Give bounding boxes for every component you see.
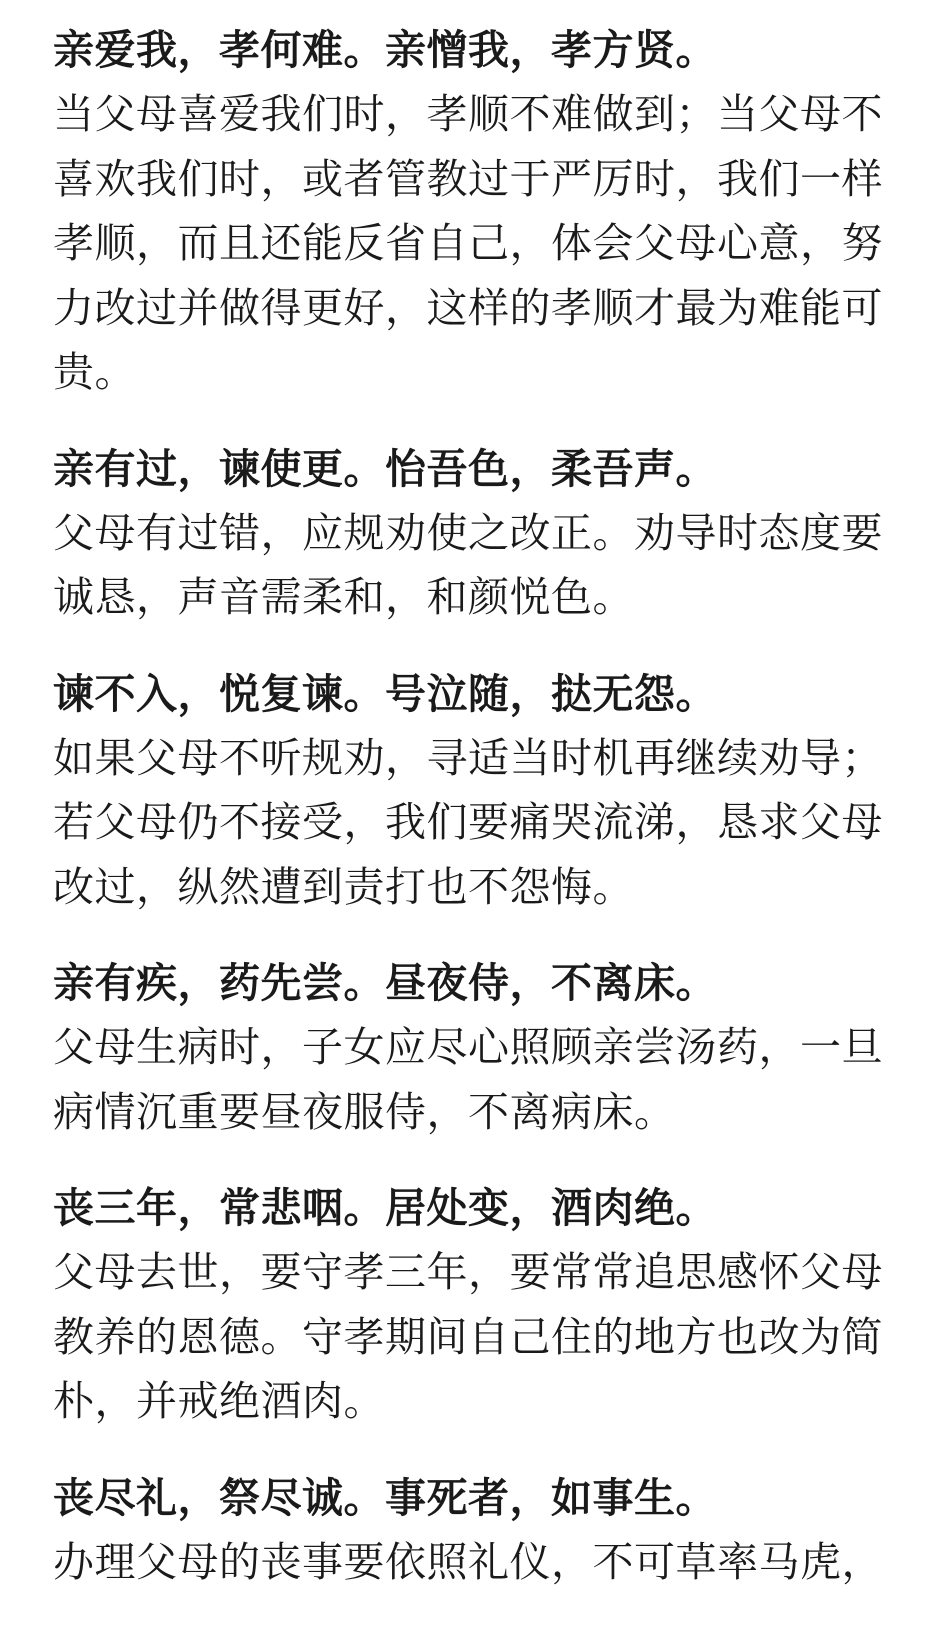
explanation-paragraph — [53, 501, 883, 630]
explanation-line: 父母去世，要守孝三年，要常常追思感怀父母 — [53, 1248, 883, 1296]
section-6 — [53, 1466, 883, 1595]
article-body — [53, 18, 883, 1626]
explanation-line: 若父母仍不接受，我们要痛哭流涕，恳求父母 — [53, 798, 883, 846]
explanation-line: 贵。 — [53, 348, 136, 396]
explanation-line: 如果父母不听规劝，寻适当时机再继续劝导； — [53, 733, 883, 782]
explanation-paragraph — [53, 82, 883, 405]
section-4 — [53, 951, 883, 1144]
explanation-line: 诚恳，声音需柔和，和颜悦色。 — [53, 573, 634, 621]
explanation-line: 当父母喜爱我们时，孝顺不难做到；当父母不 — [53, 90, 883, 138]
section-1 — [53, 18, 883, 405]
section-2 — [53, 437, 883, 630]
explanation-paragraph — [53, 1240, 883, 1434]
explanation-paragraph — [53, 726, 883, 920]
explanation-paragraph — [53, 1530, 883, 1595]
verse-heading: 亲有疾，药先尝。昼夜侍，不离床。 — [53, 959, 717, 1007]
explanation-line: 病情沉重要昼夜服侍，不离病床。 — [53, 1087, 676, 1136]
verse-heading: 丧三年，常悲咽。居处变，酒肉绝。 — [53, 1184, 717, 1232]
verse-heading: 谏不入，悦复谏。号泣随，挞无怨。 — [53, 669, 717, 718]
explanation-paragraph — [53, 1015, 883, 1144]
explanation-line: 朴，并戒绝酒肉。 — [53, 1377, 385, 1425]
explanation-line: 教养的恩德。守孝期间自己住的地方也改为简 — [53, 1312, 883, 1361]
explanation-line: 父母生病时，子女应尽心照顾亲尝汤药，一旦 — [53, 1023, 883, 1071]
section-3 — [53, 662, 883, 920]
section-5 — [53, 1176, 883, 1434]
explanation-line: 喜欢我们时，或者管教过于严厉时，我们一样 — [53, 154, 883, 203]
explanation-line: 改过，纵然遭到责打也不怨悔。 — [53, 862, 634, 911]
verse-heading: 亲有过，谏使更。怡吾色，柔吾声。 — [53, 444, 717, 493]
explanation-line: 办理父母的丧事要依照礼仪，不可草率马虎， — [53, 1537, 883, 1586]
explanation-line: 孝顺，而且还能反省自己，体会父母心意，努 — [53, 219, 883, 267]
verse-heading: 亲爱我，孝何难。亲憎我，孝方贤。 — [53, 26, 717, 74]
verse-heading: 丧尽礼，祭尽诚。事死者，如事生。 — [53, 1473, 717, 1522]
explanation-line: 父母有过错，应规劝使之改正。劝导时态度要 — [53, 508, 883, 557]
explanation-line: 力改过并做得更好，这样的孝顺才最为难能可 — [53, 283, 883, 332]
